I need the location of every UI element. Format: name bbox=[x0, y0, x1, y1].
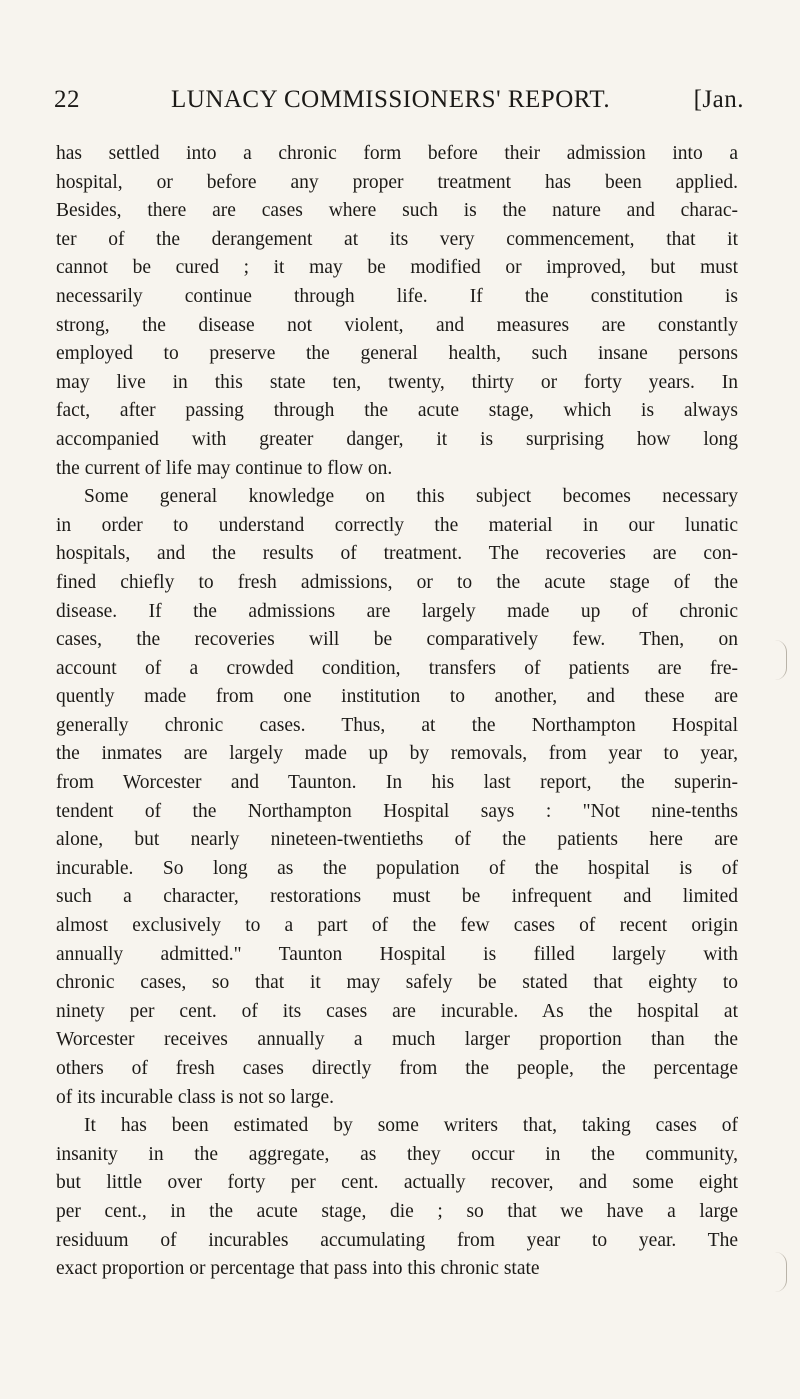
running-date: [Jan. bbox=[693, 86, 744, 113]
text-line: accompanied with greater danger, it is surprising how long bbox=[56, 428, 738, 450]
text-line: Besides, there are cases where such is the nature and charac- bbox=[56, 200, 738, 222]
paragraph bbox=[56, 140, 738, 483]
text-line: account of a crowded condition, transfers of patients are fre- bbox=[56, 657, 738, 679]
text-line: disease. If the admissions are largely made up of chronic bbox=[56, 600, 738, 622]
text-line: alone, but nearly nineteen-twentieths of the patients here are bbox=[56, 829, 738, 851]
text-line: the inmates are largely made up by removals, from year to year, bbox=[56, 743, 738, 765]
text-line: but little over forty per cent. actually recover, and some eight bbox=[56, 1172, 738, 1194]
text-line: cannot be cured ; it may be modified or improved, but must bbox=[56, 257, 738, 279]
text-line: cases, the recoveries will be comparatively few. Then, on bbox=[56, 629, 738, 651]
text-line: generally chronic cases. Thus, at the Northampton Hospital bbox=[56, 714, 738, 736]
text-line: employed to preserve the general health, such insane persons bbox=[56, 343, 738, 365]
text-line: in order to understand correctly the material in our lunatic bbox=[56, 514, 738, 536]
text-line: It has been estimated by some writers that, taking cases of bbox=[84, 1115, 738, 1137]
text-line: incurable. So long as the population of the hospital is of bbox=[56, 857, 738, 879]
text-line: from Worcester and Taunton. In his last report, the superin- bbox=[56, 772, 738, 794]
text-line: chronic cases, so that it may safely be stated that eighty to bbox=[56, 972, 738, 994]
text-line: residuum of incurables accumulating from year to year. The bbox=[56, 1229, 738, 1251]
text-line: per cent., in the acute stage, die ; so that we have a large bbox=[56, 1200, 738, 1222]
page-number: 22 bbox=[54, 86, 80, 113]
text-line: fact, after passing through the acute stage, which is always bbox=[56, 400, 738, 422]
paragraph bbox=[56, 1112, 738, 1284]
text-line: has settled into a chronic form before their admission into a bbox=[56, 143, 738, 164]
text-line: tendent of the Northampton Hospital says : "Not nine-tenths bbox=[56, 800, 738, 822]
body-text bbox=[56, 140, 738, 1284]
text-line: insanity in the aggregate, as they occur in the community, bbox=[56, 1143, 738, 1165]
text-line: Some general knowledge on this subject becomes necessary bbox=[84, 486, 738, 508]
text-line: ter of the derangement at its very commencement, that it bbox=[56, 228, 738, 250]
text-line: almost exclusively to a part of the few cases of recent origin bbox=[56, 915, 738, 937]
text-line: may live in this state ten, twenty, thirty or forty years. In bbox=[56, 371, 738, 393]
text-line: necessarily continue through life. If the constitution is bbox=[56, 285, 738, 307]
running-title: LUNACY COMMISSIONERS' REPORT. bbox=[171, 86, 611, 113]
text-line: annually admitted." Taunton Hospital is filled largely with bbox=[56, 943, 738, 965]
paragraph bbox=[56, 483, 738, 1112]
text-line: the current of life may continue to flow on. bbox=[56, 457, 393, 479]
text-line: hospital, or before any proper treatment has been applied. bbox=[56, 171, 738, 193]
text-line: others of fresh cases directly from the people, the percentage bbox=[56, 1058, 738, 1079]
text-line: strong, the disease not violent, and measures are constantly bbox=[56, 314, 738, 336]
margin-bracket-mark bbox=[772, 1252, 787, 1292]
text-line: fined chiefly to fresh admissions, or to the acute stage of the bbox=[56, 571, 738, 593]
text-line: quently made from one institution to another, and these are bbox=[56, 686, 738, 708]
text-line: hospitals, and the results of treatment. The recoveries are con- bbox=[56, 543, 738, 565]
margin-bracket-mark bbox=[772, 640, 787, 680]
page-header bbox=[54, 86, 744, 122]
text-line: exact proportion or percentage that pass into this chronic state bbox=[56, 1258, 540, 1280]
text-line: of its incurable class is not so large. bbox=[56, 1086, 334, 1108]
text-line: ninety per cent. of its cases are incurable. As the hospital at bbox=[56, 1000, 738, 1022]
text-line: such a character, restorations must be infrequent and limited bbox=[56, 886, 738, 908]
text-line: Worcester receives annually a much larger proportion than the bbox=[56, 1029, 738, 1051]
